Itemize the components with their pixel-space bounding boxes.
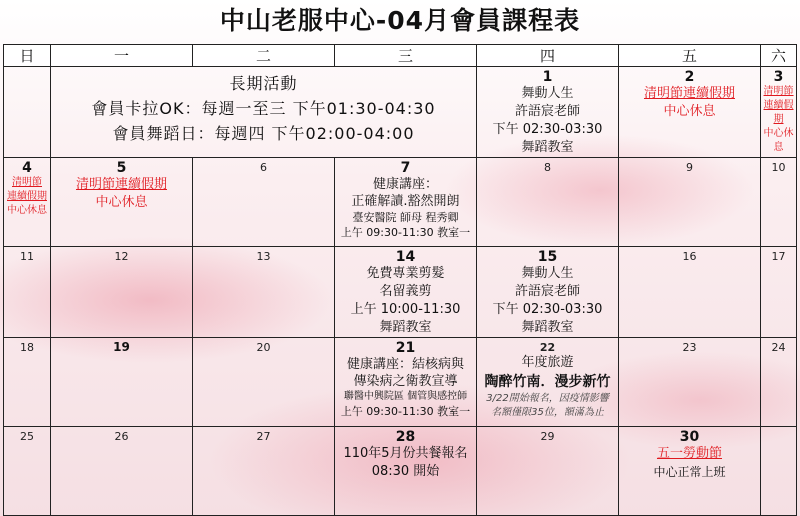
- day-cell-9: [619, 158, 761, 247]
- week-row-4: [4, 338, 797, 427]
- event-time: 下午 02:30-03:30: [492, 122, 603, 137]
- event-title: 健康講座：: [372, 177, 438, 192]
- day-cell-30: [619, 427, 761, 516]
- day-number: 24: [771, 341, 786, 354]
- page-title: 中山老服中心-04月會員課程表: [219, 6, 581, 35]
- day-number: 19: [113, 340, 130, 354]
- day-cell-15: [477, 247, 619, 338]
- day-cell-empty: [4, 67, 51, 158]
- day-cell-13: [193, 247, 335, 338]
- day-number: 10: [771, 161, 786, 174]
- day-number: 17: [771, 250, 786, 263]
- day-cell-27: [193, 427, 335, 516]
- day-number: 20: [256, 341, 271, 354]
- holiday-note: 中心休息: [7, 205, 47, 216]
- event-note: 3/22開始報名，因疫情影響: [486, 393, 609, 404]
- day-number: 13: [256, 250, 271, 263]
- day-cell-4: [4, 158, 51, 247]
- day-cell-16: [619, 247, 761, 338]
- event-title: 免費專業剪髮: [366, 266, 445, 281]
- holiday-title-2: 連續假期: [763, 100, 794, 125]
- day-cell-6: [193, 158, 335, 247]
- day-number: 27: [256, 430, 271, 443]
- day-cell-empty: [761, 427, 797, 516]
- day-cell-8: [477, 158, 619, 247]
- calendar-table: [3, 44, 797, 516]
- event-location: 舞蹈教室: [521, 320, 574, 335]
- day-cell-10: [761, 158, 797, 247]
- event-time: 上午 09:30-11:30 教室一: [340, 405, 471, 418]
- event-speaker: 聯醫中興院區 個管與感控師: [343, 391, 468, 402]
- event-location: 舞蹈教室: [521, 140, 574, 155]
- week-row-5: [4, 427, 797, 516]
- week-row-1: [4, 67, 797, 158]
- day-cell-29: [477, 427, 619, 516]
- day-number: 9: [686, 161, 693, 174]
- weekday-header-row: [4, 45, 797, 67]
- holiday-title: 五一勞動節: [656, 446, 722, 461]
- day-cell-25: [4, 427, 51, 516]
- day-cell-17: [761, 247, 797, 338]
- day-cell-23: [619, 338, 761, 427]
- day-number: 12: [114, 250, 129, 263]
- weekday-wed: 三: [335, 45, 477, 67]
- day-cell-7: [335, 158, 477, 247]
- day-cell-20: [193, 338, 335, 427]
- weekday-tue: 二: [193, 45, 335, 67]
- event-subtitle: 陶醉竹南．漫步新竹: [484, 374, 611, 390]
- weekday-sat: 六: [761, 45, 797, 67]
- day-number: 23: [682, 341, 697, 354]
- event-note-2: 名額僅限35位，額滿為止: [491, 407, 604, 418]
- day-cell-19: [51, 338, 193, 427]
- day-number: 22: [539, 341, 556, 354]
- weekday-thu: 四: [477, 45, 619, 67]
- day-number: 15: [537, 249, 558, 265]
- day-cell-14: [335, 247, 477, 338]
- holiday-note: 中心正常上班: [653, 465, 726, 479]
- day-number: 3: [773, 69, 784, 85]
- long-term-activities: [51, 67, 477, 158]
- day-cell-18: [4, 338, 51, 427]
- event-time: 上午 10:00-11:30: [350, 302, 461, 317]
- weekday-mon: 一: [51, 45, 193, 67]
- day-cell-21: [335, 338, 477, 427]
- day-number: 14: [395, 249, 416, 265]
- long-term-karaoke: 會員卡拉OK：每週一至三 下午01:30-04:30: [91, 99, 436, 118]
- day-number: 7: [400, 160, 411, 176]
- event-provider: 名留義剪: [379, 284, 432, 299]
- day-cell-12: [51, 247, 193, 338]
- event-subtitle: 傳染病之衛教宣導: [353, 374, 458, 389]
- day-number: 6: [260, 161, 267, 174]
- holiday-note: 中心休息: [763, 128, 794, 153]
- day-number: 1: [542, 69, 553, 85]
- event-time: 下午 02:30-03:30: [492, 302, 603, 317]
- day-cell-3: [761, 67, 797, 158]
- holiday-note: 中心休息: [95, 195, 148, 210]
- long-term-heading: 長期活動: [229, 74, 298, 93]
- day-number: 25: [20, 430, 34, 443]
- day-cell-22: [477, 338, 619, 427]
- day-cell-26: [51, 427, 193, 516]
- event-title: 110年5月份共餐報名: [343, 446, 468, 461]
- long-term-dance: 會員舞蹈日：每週四 下午02:00-04:00: [112, 124, 415, 143]
- event-speaker: 臺安醫院 師母 程秀卿: [352, 211, 459, 224]
- day-number: 16: [682, 250, 697, 263]
- week-row-3: [4, 247, 797, 338]
- day-cell-5: [51, 158, 193, 247]
- holiday-note: 中心休息: [663, 104, 716, 119]
- day-number: 29: [540, 430, 555, 443]
- event-title: 舞動人生: [521, 266, 574, 281]
- day-number: 26: [114, 430, 129, 443]
- day-number: 28: [395, 429, 416, 445]
- event-time: 上午 09:30-11:30 教室一: [340, 226, 471, 239]
- day-number: 30: [679, 429, 700, 445]
- day-number: 18: [20, 341, 34, 354]
- holiday-title: 清明節連續假期: [75, 177, 167, 192]
- event-title: 舞動人生: [521, 86, 574, 101]
- day-cell-11: [4, 247, 51, 338]
- day-number: 8: [544, 161, 551, 174]
- weekday-fri: 五: [619, 45, 761, 67]
- day-cell-2: [619, 67, 761, 158]
- day-cell-28: [335, 427, 477, 516]
- weekday-sun: 日: [4, 45, 51, 67]
- week-row-2: [4, 158, 797, 247]
- day-cell-24: [761, 338, 797, 427]
- event-location: 舞蹈教室: [379, 320, 432, 335]
- holiday-title-2: 連續假期: [7, 191, 47, 202]
- day-number: 2: [684, 69, 695, 85]
- event-subtitle: 正確解讀.豁然開朗: [351, 194, 460, 209]
- event-teacher: 許語宸老師: [514, 104, 580, 119]
- event-title: 年度旅遊: [521, 355, 574, 370]
- day-number: 4: [22, 160, 32, 176]
- day-cell-1: [477, 67, 619, 158]
- event-time: 08:30 開始: [371, 464, 440, 479]
- holiday-title: 清明節: [12, 177, 42, 188]
- day-number: 5: [116, 160, 127, 176]
- holiday-title: 清明節: [763, 86, 794, 97]
- holiday-title: 清明節連續假期: [643, 86, 735, 101]
- event-title: 健康講座：結核病與: [346, 357, 464, 372]
- event-teacher: 許語宸老師: [514, 284, 580, 299]
- day-number: 21: [395, 340, 416, 356]
- day-number: 11: [20, 250, 34, 263]
